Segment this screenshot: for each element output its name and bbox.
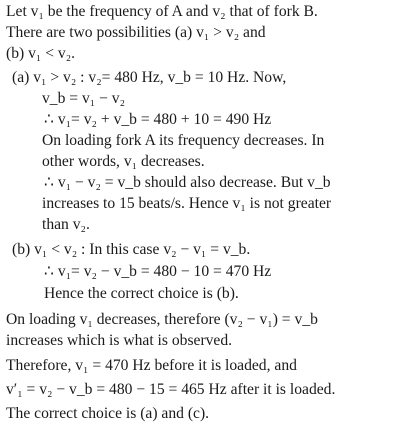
text-line-8: other words, v₁ decreases.: [42, 153, 205, 170]
text-line-5: v_b = v₁ − v₂: [42, 90, 126, 107]
text-line-15: On loading v₁ decreases, therefore (v₂ − v₁) = v_b: [6, 311, 318, 328]
text-line-9: ∴ v₁ − v₂ = v_b should also decrease. But v_b: [44, 174, 331, 191]
text-line-13: ∴ v₁= v₂ − v_b = 480 − 10 = 470 Hz: [44, 263, 272, 280]
text-line-11: than v₂.: [42, 216, 90, 233]
text-line-12: (b) v₁ < v₂ : In this case v₂ − v₁ = v_b.: [12, 241, 251, 258]
text-line-16: increases which is what is observed.: [6, 332, 233, 349]
text-line-10: increases to 15 beats/s. Hence v₁ is not greater: [42, 195, 332, 212]
text-line-14: Hence the correct choice is (b).: [44, 285, 239, 302]
text-line-7: On loading fork A its frequency decreases. In: [42, 132, 325, 149]
text-line-6: ∴ v₁= v₂ + v_b = 480 + 10 = 490 Hz: [44, 111, 272, 128]
text-line-4: (a) v₁ > v₂ : v₂= 480 Hz, v_b = 10 Hz. Now,: [12, 69, 287, 86]
text-line-1: Let v₁ be the frequency of A and v₂ that of fork B.: [6, 3, 318, 20]
text-line-18: v′₁ = v₂ − v_b = 480 − 15 = 465 Hz after it is loaded.: [6, 381, 336, 398]
text-line-2: There are two possibilities (a) v₁ > v₂ and: [6, 24, 266, 41]
text-line-3: (b) v₁ < v₂.: [6, 45, 76, 62]
text-line-19: The correct choice is (a) and (c).: [6, 405, 210, 422]
text-line-17: Therefore, v₁ = 470 Hz before it is loaded, and: [6, 357, 297, 374]
